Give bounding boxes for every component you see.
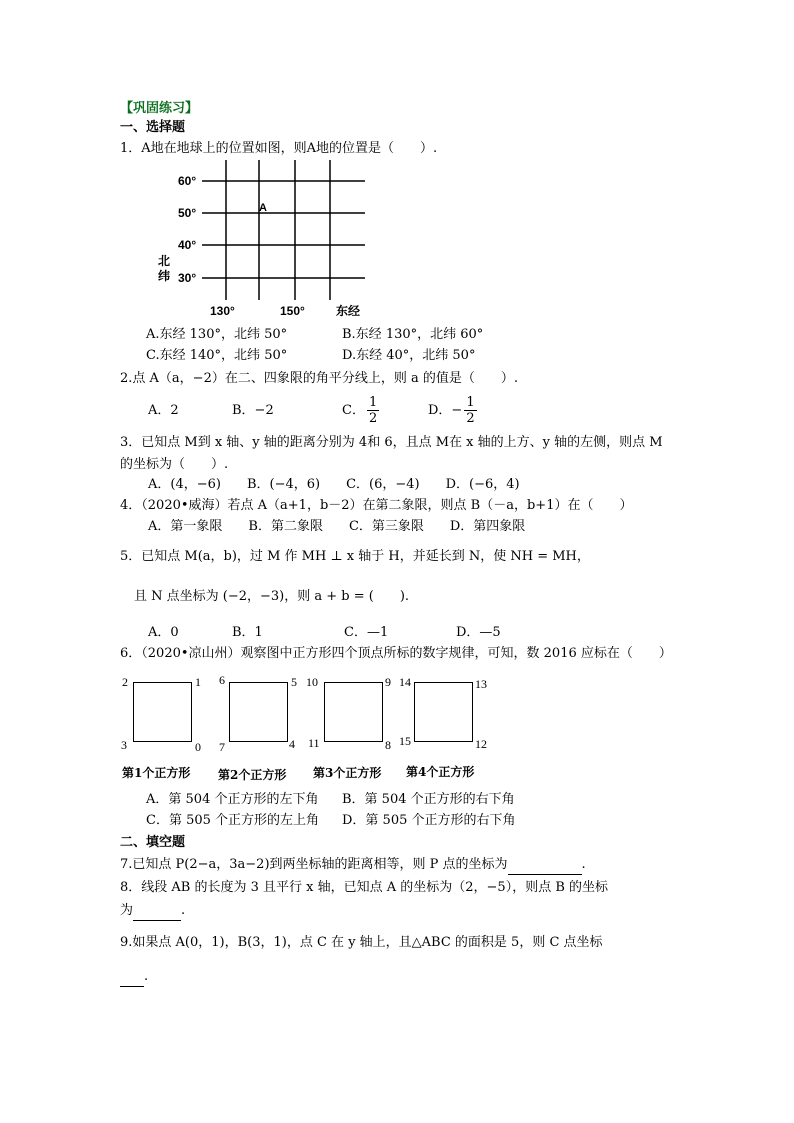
- question-2-text: 2.点 A（a，−2）在二、四象限的角平分线上，则 a 的值是（ ）.: [120, 371, 518, 386]
- q2-option-c-fraction: [367, 395, 379, 426]
- square-4: [414, 682, 473, 742]
- q2-option-c-prefix: C．: [342, 403, 365, 418]
- square-1-bottom-right: 0: [195, 740, 201, 754]
- question-6-text: 6．（2020•凉山州）观察图中正方形四个顶点所标的数字规律，可知，数 2016 应标在（ ）: [120, 646, 672, 661]
- q2-option-d-prefix: D．−: [428, 403, 463, 418]
- square-4-top-right: 13: [475, 677, 487, 691]
- q5-option-d: D．—5: [456, 625, 501, 640]
- question-3-line-1: 3．已知点 M到 x 轴、y 轴的距离分别为 4和 6，且点 M在 x 轴的上方、y 轴的左侧，则点 M: [120, 435, 663, 450]
- section-choice-title: 一、选择题: [120, 120, 186, 135]
- q2-option-d-fraction: [464, 395, 476, 426]
- lat-label-50: 50°: [178, 206, 197, 220]
- question-9-text: 9.如果点 A(0，1)，B(3，1)，点 C 在 y 轴上，且△ABC 的面积是 5，则 C 点坐标: [120, 935, 603, 950]
- square-4-bottom-right: 12: [475, 737, 487, 751]
- q6-option-a: A．第 504 个正方形的左下角: [146, 792, 319, 807]
- question-5-line-1: 5．已知点 M(a，b)，过 M 作 MH ⊥ x 轴于 H，并延长到 N，使 NH = MH，: [120, 549, 590, 564]
- q7-answer-blank[interactable]: [508, 856, 582, 875]
- square-2-bottom-left: 7: [219, 740, 225, 754]
- question-8-line-2: [120, 902, 185, 921]
- q9-answer-blank[interactable]: [120, 968, 144, 987]
- q2-option-d-numerator: 1: [466, 395, 475, 410]
- q4-options: A．第一象限 B．第二象限 C．第三象限 D．第四象限: [148, 519, 526, 534]
- square-1-caption: 第1个正方形: [122, 766, 191, 780]
- q3-options: A．(4，−6) B．(−4，6) C．(6，−4) D．(−6，4): [148, 477, 520, 492]
- q6-option-d: D．第 505 个正方形的右下角: [342, 813, 516, 828]
- q1-option-d: D.东经 40°，北纬 50°: [342, 348, 476, 363]
- square-2-caption: 第2个正方形: [218, 768, 287, 782]
- question-5-line-2: 且 N 点坐标为 (−2，−3)，则 a + b = ( ).: [134, 589, 410, 604]
- lat-lon-grid-figure: [150, 160, 380, 325]
- question-9-answer-line: [120, 968, 148, 987]
- axis-label-east: 东经: [336, 304, 361, 318]
- q1-option-a: A.东经 130°，北纬 50°: [146, 327, 288, 342]
- point-a-label: A: [259, 202, 267, 214]
- square-1-top-left: 2: [122, 675, 128, 689]
- square-3-bottom-left: 11: [308, 736, 320, 750]
- lat-label-30: 30°: [178, 271, 197, 285]
- q2-option-b: B．−2: [232, 403, 274, 418]
- q2-option-c: [342, 393, 381, 429]
- square-2-top-left: 6: [219, 673, 225, 687]
- square-1-top-right: 1: [195, 675, 201, 689]
- lon-label-130: 130°: [210, 304, 235, 318]
- question-4-text: 4．（2020•威海）若点 A（a+1，b－2）在第二象限，则点 B（－a，b+1）在（ ）: [120, 498, 633, 513]
- square-1-bottom-left: 3: [121, 738, 127, 752]
- square-2-top-right: 5: [291, 675, 297, 689]
- q6-option-c: C．第 505 个正方形的左上角: [146, 813, 320, 828]
- question-8-prefix: 为: [120, 903, 134, 918]
- lon-label-150: 150°: [280, 304, 305, 318]
- square-3-top-right: 9: [385, 675, 391, 689]
- q1-option-c: C.东经 140°，北纬 50°: [146, 348, 288, 363]
- square-3-bottom-right: 8: [385, 738, 391, 752]
- question-8-line-1: 8．线段 AB 的长度为 3 且平行 x 轴，已知点 A 的坐标为（2，−5），则点 B 的坐标: [120, 880, 609, 895]
- q2-option-d-denominator: 2: [466, 411, 475, 426]
- question-7-text: 7.已知点 P(2−a，3a−2)到两坐标轴的距离相等，则 P 点的坐标为: [120, 857, 508, 872]
- question-1-text: 1．A地在地球上的位置如图，则A地的位置是（ ）.: [120, 141, 438, 156]
- square-2-bottom-right: 4: [289, 737, 295, 751]
- square-1: [133, 682, 192, 742]
- question-7: [120, 856, 586, 875]
- q8-answer-blank[interactable]: [133, 902, 181, 921]
- q9-period: .: [144, 969, 149, 984]
- axis-label-north-1: 北: [158, 254, 171, 268]
- q2-option-c-denominator: 2: [368, 411, 378, 426]
- q5-option-b: B．1: [232, 625, 263, 640]
- square-4-bottom-left: 15: [399, 734, 411, 748]
- q2-option-c-numerator: 1: [368, 395, 378, 410]
- q5-option-a: A．0: [148, 625, 179, 640]
- practice-heading: 【巩固练习】: [120, 101, 199, 116]
- section-fill-title: 二、填空题: [120, 835, 186, 850]
- square-4-top-left: 14: [399, 675, 411, 689]
- q5-option-c: C．—1: [344, 625, 389, 640]
- axis-label-north-2: 纬: [158, 269, 171, 283]
- lat-label-60: 60°: [178, 174, 197, 188]
- square-3-top-left: 10: [306, 675, 318, 689]
- question-3-line-2: 的坐标为（ ）.: [120, 457, 229, 472]
- q1-option-b: B.东经 130°，北纬 60°: [342, 327, 484, 342]
- q7-period: .: [581, 857, 586, 872]
- square-4-caption: 第4个正方形: [406, 765, 475, 779]
- lat-label-40: 40°: [178, 238, 197, 252]
- q6-option-b: B．第 504 个正方形的右下角: [342, 792, 515, 807]
- q2-option-d: [428, 393, 479, 429]
- q8-period: .: [181, 903, 186, 918]
- square-3: [324, 682, 383, 742]
- square-2: [229, 682, 288, 742]
- q2-option-a: A．2: [148, 403, 179, 418]
- square-3-caption: 第3个正方形: [313, 766, 382, 780]
